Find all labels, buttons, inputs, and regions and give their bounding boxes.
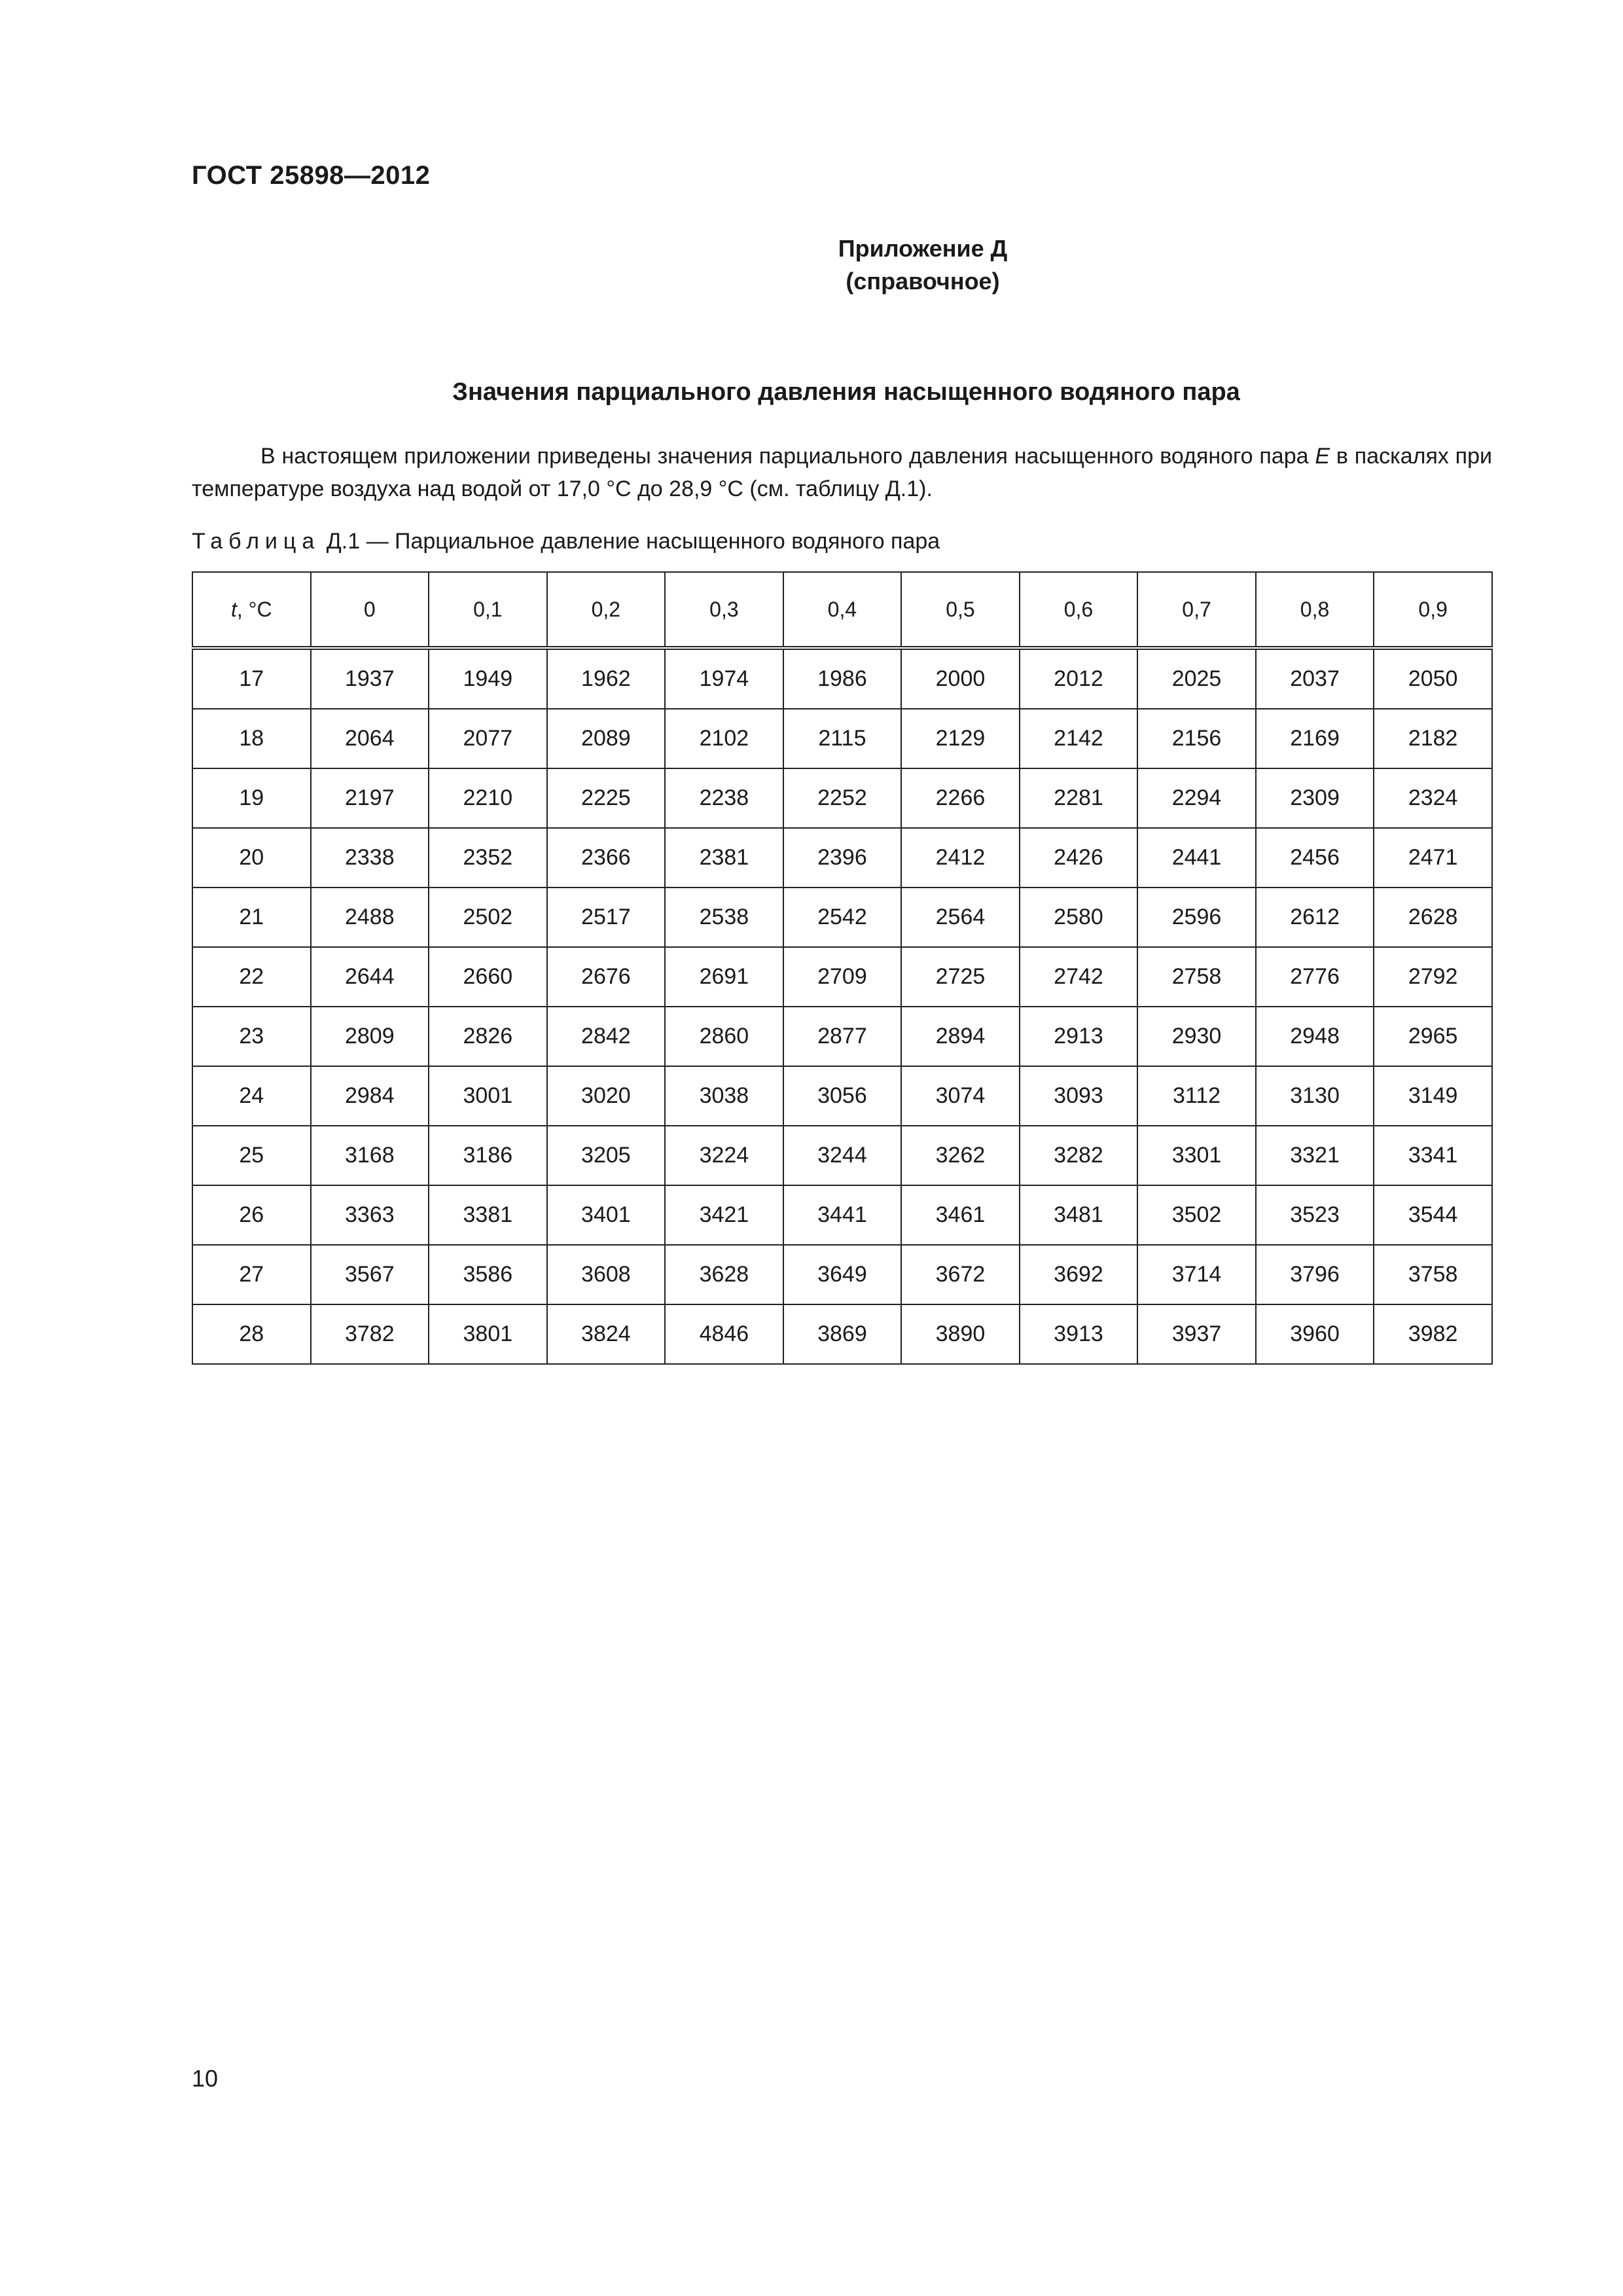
table-cell: 2644 [311, 947, 429, 1007]
table-cell: 3567 [311, 1245, 429, 1304]
table-cell: 4846 [665, 1304, 783, 1364]
table-row [192, 1245, 1492, 1304]
header-column: 0,2 [547, 572, 666, 648]
intro-paragraph [192, 440, 1492, 505]
table-cell: 2984 [311, 1066, 429, 1126]
table-cell: 3937 [1137, 1304, 1256, 1364]
table-body [192, 648, 1492, 1364]
table-cell: 3020 [547, 1066, 666, 1126]
table-cell: 2930 [1137, 1007, 1256, 1066]
table-cell: 2064 [311, 709, 429, 768]
table-cell: 1974 [665, 648, 783, 709]
table-cell: 3586 [429, 1245, 547, 1304]
table-cell: 2037 [1256, 648, 1374, 709]
table-cell: 2077 [429, 709, 547, 768]
table-cell: 3461 [901, 1185, 1020, 1245]
section-title: Значения парциального давления насыщенного водяного пара [452, 378, 1240, 406]
table-cell: 3441 [783, 1185, 902, 1245]
table-cell: 2352 [429, 828, 547, 888]
table-cell: 3038 [665, 1066, 783, 1126]
table-row [192, 1007, 1492, 1066]
row-temperature: 28 [192, 1304, 311, 1364]
table-cell: 2252 [783, 768, 902, 828]
table-cell: 3824 [547, 1304, 666, 1364]
table-cell: 1949 [429, 648, 547, 709]
table-row [192, 768, 1492, 828]
table-cell: 2012 [1020, 648, 1138, 709]
table-row [192, 1304, 1492, 1364]
table-cell: 2294 [1137, 768, 1256, 828]
table-cell: 2502 [429, 888, 547, 947]
table-cell: 2517 [547, 888, 666, 947]
table-cell: 2142 [1020, 709, 1138, 768]
header-column: 0,9 [1374, 572, 1492, 648]
table-cell: 3056 [783, 1066, 902, 1126]
row-temperature: 17 [192, 648, 311, 709]
table-cell: 2210 [429, 768, 547, 828]
row-temperature: 19 [192, 768, 311, 828]
table-cell: 2396 [783, 828, 902, 888]
row-temperature: 18 [192, 709, 311, 768]
table-cell: 3301 [1137, 1126, 1256, 1185]
appendix-kind: (справочное) [846, 268, 1000, 295]
table-cell: 3544 [1374, 1185, 1492, 1245]
table-cell: 2000 [901, 648, 1020, 709]
table-cell: 2809 [311, 1007, 429, 1066]
table-cell: 2238 [665, 768, 783, 828]
table-cell: 2913 [1020, 1007, 1138, 1066]
table-cell: 3363 [311, 1185, 429, 1245]
table-cell: 2412 [901, 828, 1020, 888]
table-cell: 3262 [901, 1126, 1020, 1185]
table-cell: 2456 [1256, 828, 1374, 888]
table-cell: 3481 [1020, 1185, 1138, 1245]
intro-text-before: В настоящем приложении приведены значения парциального давления насыщенного водяного пара [260, 444, 1315, 469]
table-cell: 2596 [1137, 888, 1256, 947]
table-cell: 2691 [665, 947, 783, 1007]
table-cell: 2366 [547, 828, 666, 888]
table-cell: 3869 [783, 1304, 902, 1364]
table-header-row [192, 572, 1492, 648]
table-cell: 2842 [547, 1007, 666, 1066]
table-cell: 2894 [901, 1007, 1020, 1066]
table-cell: 2115 [783, 709, 902, 768]
header-column: 0,7 [1137, 572, 1256, 648]
table-cell: 2948 [1256, 1007, 1374, 1066]
table-row [192, 1185, 1492, 1245]
table-row [192, 709, 1492, 768]
table-caption [192, 529, 940, 554]
table-cell: 2169 [1256, 709, 1374, 768]
table-caption-text: Д.1 — Парциальное давление насыщенного водяного пара [320, 529, 940, 554]
table-cell: 2381 [665, 828, 783, 888]
table-cell: 3074 [901, 1066, 1020, 1126]
header-column: 0,5 [901, 572, 1020, 648]
appendix-title: Приложение Д [838, 235, 1008, 262]
table-cell: 2309 [1256, 768, 1374, 828]
table-cell: 2860 [665, 1007, 783, 1066]
table-cell: 3502 [1137, 1185, 1256, 1245]
table-cell: 2965 [1374, 1007, 1492, 1066]
document-code: ГОСТ 25898—2012 [192, 161, 431, 190]
table-cell: 3149 [1374, 1066, 1492, 1126]
table-cell: 3341 [1374, 1126, 1492, 1185]
table-cell: 3244 [783, 1126, 902, 1185]
row-temperature: 23 [192, 1007, 311, 1066]
table-cell: 2338 [311, 828, 429, 888]
row-temperature: 25 [192, 1126, 311, 1185]
table-cell: 2742 [1020, 947, 1138, 1007]
row-temperature: 21 [192, 888, 311, 947]
table-cell: 2628 [1374, 888, 1492, 947]
table-cell: 1986 [783, 648, 902, 709]
row-temperature: 22 [192, 947, 311, 1007]
header-column: 0,8 [1256, 572, 1374, 648]
table-cell: 2050 [1374, 648, 1492, 709]
table-cell: 3692 [1020, 1245, 1138, 1304]
table-cell: 2776 [1256, 947, 1374, 1007]
table-row [192, 1066, 1492, 1126]
table-row [192, 947, 1492, 1007]
table-cell: 1962 [547, 648, 666, 709]
table-cell: 3913 [1020, 1304, 1138, 1364]
table-cell: 2281 [1020, 768, 1138, 828]
table-cell: 3112 [1137, 1066, 1256, 1126]
table-cell: 3608 [547, 1245, 666, 1304]
table-cell: 2676 [547, 947, 666, 1007]
table-cell: 1937 [311, 648, 429, 709]
row-temperature: 24 [192, 1066, 311, 1126]
pressure-table [192, 571, 1493, 1365]
table-cell: 3130 [1256, 1066, 1374, 1126]
table-cell: 3381 [429, 1185, 547, 1245]
table-cell: 2725 [901, 947, 1020, 1007]
table-cell: 2441 [1137, 828, 1256, 888]
table-cell: 3401 [547, 1185, 666, 1245]
table-cell: 2538 [665, 888, 783, 947]
table-cell: 2580 [1020, 888, 1138, 947]
table-cell: 3672 [901, 1245, 1020, 1304]
table-cell: 3224 [665, 1126, 783, 1185]
table-row [192, 888, 1492, 947]
intro-text-after: в паскалях при температуре воздуха над водой от 17,0 °С до 28,9 °С (см. таблицу Д.1). [192, 444, 1492, 501]
table-cell: 2089 [547, 709, 666, 768]
table-cell: 2826 [429, 1007, 547, 1066]
header-column: 0,1 [429, 572, 547, 648]
row-temperature: 27 [192, 1245, 311, 1304]
table-cell: 2471 [1374, 828, 1492, 888]
table-cell: 2612 [1256, 888, 1374, 947]
table-cell: 3960 [1256, 1304, 1374, 1364]
header-column: 0,3 [665, 572, 783, 648]
table-cell: 2792 [1374, 947, 1492, 1007]
table-cell: 2488 [311, 888, 429, 947]
table-row [192, 648, 1492, 709]
table-row [192, 828, 1492, 888]
table-cell: 3714 [1137, 1245, 1256, 1304]
table-cell: 3801 [429, 1304, 547, 1364]
table-cell: 2266 [901, 768, 1020, 828]
table-cell: 2025 [1137, 648, 1256, 709]
header-column: 0,6 [1020, 572, 1138, 648]
header-temperature [192, 572, 311, 648]
header-column: 0,4 [783, 572, 902, 648]
table-cell: 3321 [1256, 1126, 1374, 1185]
table-cell: 2660 [429, 947, 547, 1007]
table-cell: 3796 [1256, 1245, 1374, 1304]
table-cell: 3001 [429, 1066, 547, 1126]
table-cell: 3523 [1256, 1185, 1374, 1245]
table-cell: 3890 [901, 1304, 1020, 1364]
row-temperature: 26 [192, 1185, 311, 1245]
table-cell: 3282 [1020, 1126, 1138, 1185]
table-cell: 3782 [311, 1304, 429, 1364]
table-cell: 3421 [665, 1185, 783, 1245]
header-temperature-symbol: t [230, 597, 237, 621]
table-cell: 2225 [547, 768, 666, 828]
table-cell: 3649 [783, 1245, 902, 1304]
table-cell: 2877 [783, 1007, 902, 1066]
table-cell: 2129 [901, 709, 1020, 768]
table-cell: 3093 [1020, 1066, 1138, 1126]
row-temperature: 20 [192, 828, 311, 888]
page-number: 10 [192, 2065, 219, 2092]
table-cell: 3205 [547, 1126, 666, 1185]
intro-symbol: E [1315, 444, 1330, 469]
table-cell: 2564 [901, 888, 1020, 947]
table-row [192, 1126, 1492, 1185]
header-column: 0 [311, 572, 429, 648]
table-cell: 2426 [1020, 828, 1138, 888]
table-cell: 3628 [665, 1245, 783, 1304]
appendix-heading [654, 232, 1191, 298]
header-temperature-unit: , °С [236, 597, 272, 621]
table-cell: 2324 [1374, 768, 1492, 828]
table-cell: 2156 [1137, 709, 1256, 768]
table-cell: 2182 [1374, 709, 1492, 768]
table-caption-label: Таблица [192, 529, 321, 554]
table-cell: 3982 [1374, 1304, 1492, 1364]
table-cell: 3168 [311, 1126, 429, 1185]
table-cell: 2709 [783, 947, 902, 1007]
table-cell: 2102 [665, 709, 783, 768]
table-cell: 2758 [1137, 947, 1256, 1007]
table-cell: 2542 [783, 888, 902, 947]
table-cell: 3758 [1374, 1245, 1492, 1304]
table-cell: 3186 [429, 1126, 547, 1185]
table-cell: 2197 [311, 768, 429, 828]
